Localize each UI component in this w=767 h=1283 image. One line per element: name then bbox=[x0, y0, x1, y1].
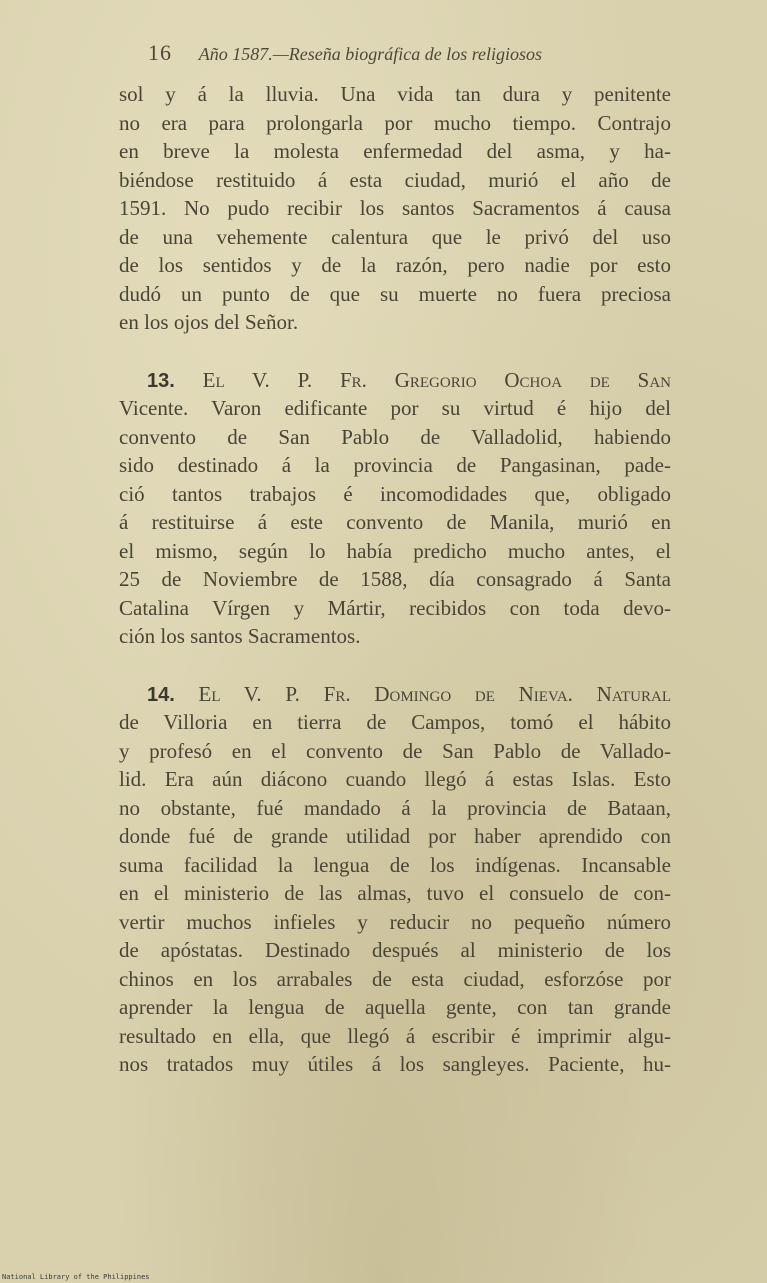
text-line: Vicente. Varon edificante por su virtud é hijo del bbox=[119, 396, 671, 420]
text-line: dudó un punto de que su muerte no fuera preciosa bbox=[119, 281, 671, 306]
running-head bbox=[148, 38, 618, 68]
library-watermark: National Library of the Philippines bbox=[2, 1273, 150, 1281]
text-line: sol y á la lluvia. Una vida tan dura y penitente bbox=[119, 82, 671, 106]
text-line: lid. Era aún diácono cuando llegó á estas Islas. Esto bbox=[119, 767, 671, 791]
entry-heading-line bbox=[119, 366, 671, 395]
text-line: 1591. No pudo recibir los santos Sacramentos á causa bbox=[119, 196, 671, 220]
text-line: donde fué de grande utilidad por haber aprendido con bbox=[119, 824, 671, 848]
text-line: no era para prolongarla por mucho tiempo. Contrajo bbox=[119, 110, 671, 135]
paragraph-gap bbox=[119, 651, 671, 680]
paragraph-intro bbox=[119, 80, 671, 337]
text-line: aprender la lengua de aquella gente, con tan grande bbox=[119, 995, 671, 1019]
page-number: 16 bbox=[148, 40, 172, 65]
paragraph-gap bbox=[119, 337, 671, 366]
text-line: de los sentidos y de la razón, pero nadie por esto bbox=[119, 253, 671, 277]
body-text bbox=[119, 80, 671, 1079]
text-line: de una vehemente calentura que le privó del uso bbox=[119, 224, 671, 249]
entry-name: El V. P. Fr. Domingo de Nieva. Natural bbox=[198, 681, 671, 706]
text-line: y profesó en el convento de San Pablo de Vallado- bbox=[119, 738, 671, 763]
text-line: á restituirse á este convento de Manila, murió en bbox=[119, 510, 671, 534]
text-line: ció tantos trabajos é incomodidades que, obligado bbox=[119, 481, 671, 506]
text-line: vertir muchos infieles y reducir no pequeño número bbox=[119, 909, 671, 934]
text-line: de apóstatas. Destinado después al ministerio de los bbox=[119, 938, 671, 962]
entry-14 bbox=[119, 680, 671, 1079]
text-line: suma facilidad la lengua de los indígenas. Incansable bbox=[119, 852, 671, 877]
text-line: sido destinado á la provincia de Pangasinan, pade- bbox=[119, 453, 671, 477]
entry-name: El V. P. Fr. Gregorio Ochoa de San bbox=[202, 367, 671, 392]
text-line: resultado en ella, que llegó á escribir é imprimir algu- bbox=[119, 1023, 671, 1048]
text-line: en los ojos del Señor. bbox=[119, 310, 299, 334]
text-line: el mismo, según lo había predicho mucho antes, el bbox=[119, 538, 671, 563]
text-line: chinos en los arrabales de esta ciudad, esforzóse por bbox=[119, 966, 671, 991]
entry-heading-line bbox=[119, 680, 671, 709]
entry-number: 13. bbox=[147, 369, 175, 392]
text-line: nos tratados muy útiles á los sangleyes. Paciente, hu- bbox=[119, 1052, 671, 1076]
text-line: ción los santos Sacramentos. bbox=[119, 624, 361, 648]
running-title: Año 1587.—Reseña biográfica de los religiosos bbox=[198, 44, 543, 64]
entry-number: 14. bbox=[147, 683, 175, 706]
text-line: en breve la molesta enfermedad del asma, y ha- bbox=[119, 139, 671, 163]
text-line: Catalina Vírgen y Mártir, recibidos con toda devo- bbox=[119, 595, 671, 620]
text-line: de Villoria en tierra de Campos, tomó el hábito bbox=[119, 710, 671, 734]
text-line: biéndose restituido á esta ciudad, murió el año de bbox=[119, 167, 671, 192]
text-line: convento de San Pablo de Valladolid, habiendo bbox=[119, 424, 671, 449]
text-line: 25 de Noviembre de 1588, día consagrado á Santa bbox=[119, 567, 671, 591]
text-line: no obstante, fué mandado á la provincia de Bataan, bbox=[119, 795, 671, 820]
text-line: en el ministerio de las almas, tuvo el consuelo de con- bbox=[119, 881, 671, 905]
entry-13 bbox=[119, 366, 671, 651]
